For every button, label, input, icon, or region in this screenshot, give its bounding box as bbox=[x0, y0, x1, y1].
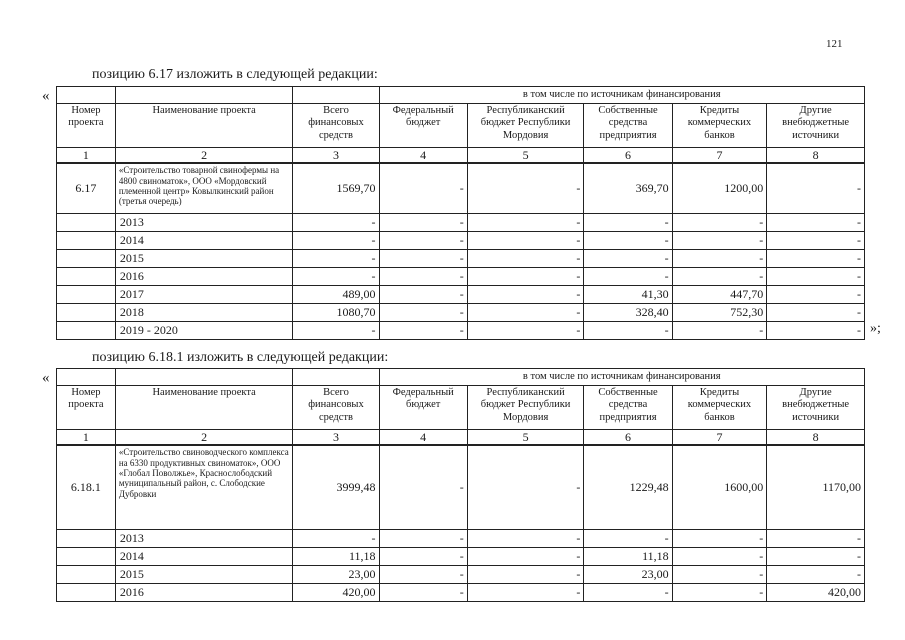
year-value: - bbox=[672, 547, 767, 565]
year-value: - bbox=[672, 529, 767, 547]
year-value: - bbox=[584, 583, 672, 601]
year-value: - bbox=[467, 583, 584, 601]
year-label: 2016 bbox=[115, 583, 293, 601]
column-number: 4 bbox=[379, 430, 467, 446]
project-value: - bbox=[379, 163, 467, 213]
year-value: - bbox=[467, 267, 584, 285]
year-value: - bbox=[767, 249, 865, 267]
year-blank-cell bbox=[57, 565, 116, 583]
year-value: - bbox=[767, 547, 865, 565]
year-row bbox=[57, 529, 865, 547]
year-value: - bbox=[379, 529, 467, 547]
year-value: 41,30 bbox=[584, 285, 672, 303]
year-label: 2016 bbox=[115, 267, 293, 285]
year-blank-cell bbox=[57, 249, 116, 267]
financing-table bbox=[56, 86, 865, 340]
column-number: 5 bbox=[467, 148, 584, 164]
year-label: 2013 bbox=[115, 213, 293, 231]
year-value: - bbox=[672, 249, 767, 267]
project-value: 1569,70 bbox=[293, 163, 379, 213]
year-value: - bbox=[379, 213, 467, 231]
year-value: - bbox=[467, 285, 584, 303]
year-label: 2014 bbox=[115, 231, 293, 249]
year-value: - bbox=[672, 231, 767, 249]
year-value: - bbox=[584, 249, 672, 267]
column-number: 3 bbox=[293, 430, 379, 446]
year-value: 11,18 bbox=[293, 547, 379, 565]
project-name: «Строительство товарной свинофермы на 4800 свиноматок», ООО «Мордовский племенной центр» Ковылкинский район (третья очередь) bbox=[115, 163, 293, 213]
column-header: Другие внебюджетные источники bbox=[767, 104, 865, 148]
project-value: 369,70 bbox=[584, 163, 672, 213]
year-value: - bbox=[293, 231, 379, 249]
column-number-row bbox=[57, 148, 865, 164]
year-label: 2014 bbox=[115, 547, 293, 565]
column-number: 2 bbox=[115, 148, 293, 164]
column-number-row bbox=[57, 430, 865, 446]
year-value: - bbox=[467, 213, 584, 231]
year-value: - bbox=[672, 565, 767, 583]
project-row bbox=[57, 163, 865, 213]
year-value: - bbox=[467, 303, 584, 321]
financing-table bbox=[56, 368, 865, 602]
year-value: - bbox=[767, 231, 865, 249]
section-intro: позицию 6.17 изложить в следующей редакции: bbox=[92, 67, 378, 82]
column-header: Федеральный бюджет bbox=[379, 104, 467, 148]
project-value: 1200,00 bbox=[672, 163, 767, 213]
year-value: 447,70 bbox=[672, 285, 767, 303]
year-row bbox=[57, 285, 865, 303]
column-number: 6 bbox=[584, 430, 672, 446]
column-number: 4 bbox=[379, 148, 467, 164]
project-value: - bbox=[467, 445, 584, 529]
header-blank-cell bbox=[57, 369, 116, 386]
column-number: 3 bbox=[293, 148, 379, 164]
year-value: 489,00 bbox=[293, 285, 379, 303]
column-number: 6 bbox=[584, 148, 672, 164]
year-value: - bbox=[767, 565, 865, 583]
header-blank-cell bbox=[57, 87, 116, 104]
year-value: - bbox=[767, 213, 865, 231]
year-value: - bbox=[767, 285, 865, 303]
year-value: - bbox=[584, 213, 672, 231]
year-label: 2015 bbox=[115, 249, 293, 267]
year-value: - bbox=[584, 529, 672, 547]
column-number: 2 bbox=[115, 430, 293, 446]
year-blank-cell bbox=[57, 213, 116, 231]
column-header: Собственные средства предприятия bbox=[584, 386, 672, 430]
year-blank-cell bbox=[57, 267, 116, 285]
year-label: 2015 bbox=[115, 565, 293, 583]
year-value: - bbox=[767, 303, 865, 321]
column-header-row bbox=[57, 386, 865, 430]
column-number: 8 bbox=[767, 148, 865, 164]
year-blank-cell bbox=[57, 303, 116, 321]
column-number: 7 bbox=[672, 148, 767, 164]
year-row bbox=[57, 231, 865, 249]
year-label: 2013 bbox=[115, 529, 293, 547]
project-value: - bbox=[767, 163, 865, 213]
header-top-row bbox=[57, 369, 865, 386]
column-number: 8 bbox=[767, 430, 865, 446]
year-row bbox=[57, 213, 865, 231]
year-value: 23,00 bbox=[293, 565, 379, 583]
project-number: 6.17 bbox=[57, 163, 116, 213]
year-label: 2017 bbox=[115, 285, 293, 303]
column-header: Кредиты коммерческих банков bbox=[672, 386, 767, 430]
year-row bbox=[57, 267, 865, 285]
column-header: Республиканский бюджет Республики Мордовия bbox=[467, 104, 584, 148]
year-value: 23,00 bbox=[584, 565, 672, 583]
project-value: - bbox=[467, 163, 584, 213]
header-blank-cell bbox=[293, 369, 379, 386]
column-header: Республиканский бюджет Республики Мордовия bbox=[467, 386, 584, 430]
column-number: 5 bbox=[467, 430, 584, 446]
column-number: 7 bbox=[672, 430, 767, 446]
year-value: - bbox=[672, 583, 767, 601]
header-blank-cell bbox=[115, 369, 293, 386]
year-value: - bbox=[672, 213, 767, 231]
project-value: 3999,48 bbox=[293, 445, 379, 529]
column-header: Другие внебюджетные источники bbox=[767, 386, 865, 430]
year-row bbox=[57, 583, 865, 601]
year-value: - bbox=[467, 249, 584, 267]
year-label: 2019 - 2020 bbox=[115, 321, 293, 339]
project-row bbox=[57, 445, 865, 529]
year-value: - bbox=[767, 321, 865, 339]
year-value: - bbox=[767, 267, 865, 285]
sources-group-header: в том числе по источникам финансирования bbox=[379, 369, 864, 386]
year-row bbox=[57, 565, 865, 583]
header-blank-cell bbox=[293, 87, 379, 104]
year-label: 2018 bbox=[115, 303, 293, 321]
year-value: - bbox=[379, 249, 467, 267]
year-value: - bbox=[467, 547, 584, 565]
year-row bbox=[57, 547, 865, 565]
year-value: - bbox=[379, 547, 467, 565]
column-header-row bbox=[57, 104, 865, 148]
year-value: - bbox=[379, 303, 467, 321]
year-value: - bbox=[672, 321, 767, 339]
year-value: - bbox=[379, 321, 467, 339]
year-value: - bbox=[467, 565, 584, 583]
sources-group-header: в том числе по источникам финансирования bbox=[379, 87, 864, 104]
section-intro: позицию 6.18.1 изложить в следующей редакции: bbox=[92, 350, 389, 365]
year-blank-cell bbox=[57, 583, 116, 601]
year-value: 11,18 bbox=[584, 547, 672, 565]
year-value: - bbox=[293, 529, 379, 547]
opening-quote: « bbox=[42, 88, 50, 104]
year-blank-cell bbox=[57, 231, 116, 249]
year-value: - bbox=[584, 267, 672, 285]
opening-quote: « bbox=[42, 370, 50, 386]
year-value: - bbox=[467, 321, 584, 339]
column-number: 1 bbox=[57, 430, 116, 446]
project-value: - bbox=[379, 445, 467, 529]
year-value: 752,30 bbox=[672, 303, 767, 321]
year-value: - bbox=[293, 267, 379, 285]
header-blank-cell bbox=[115, 87, 293, 104]
page-number: 121 bbox=[826, 38, 843, 50]
year-value: - bbox=[379, 583, 467, 601]
year-value: - bbox=[379, 285, 467, 303]
closing-quote: »; bbox=[870, 321, 881, 336]
year-value: - bbox=[584, 231, 672, 249]
year-blank-cell bbox=[57, 321, 116, 339]
year-row bbox=[57, 249, 865, 267]
year-blank-cell bbox=[57, 547, 116, 565]
column-number: 1 bbox=[57, 148, 116, 164]
project-value: 1170,00 bbox=[767, 445, 865, 529]
year-value: 420,00 bbox=[293, 583, 379, 601]
column-header: Кредиты коммерческих банков bbox=[672, 104, 767, 148]
column-header: Номер проекта bbox=[57, 386, 116, 430]
year-blank-cell bbox=[57, 285, 116, 303]
project-value: 1229,48 bbox=[584, 445, 672, 529]
year-value: - bbox=[672, 267, 767, 285]
year-row bbox=[57, 321, 865, 339]
column-header: Федеральный бюджет bbox=[379, 386, 467, 430]
year-value: 420,00 bbox=[767, 583, 865, 601]
year-value: - bbox=[293, 321, 379, 339]
project-value: 1600,00 bbox=[672, 445, 767, 529]
project-number: 6.18.1 bbox=[57, 445, 116, 529]
year-blank-cell bbox=[57, 529, 116, 547]
header-top-row bbox=[57, 87, 865, 104]
year-value: - bbox=[379, 267, 467, 285]
year-row bbox=[57, 303, 865, 321]
column-header: Всего финансовых средств bbox=[293, 386, 379, 430]
column-header: Наименование проекта bbox=[115, 386, 293, 430]
year-value: 328,40 bbox=[584, 303, 672, 321]
column-header: Собственные средства предприятия bbox=[584, 104, 672, 148]
year-value: - bbox=[293, 249, 379, 267]
year-value: - bbox=[293, 213, 379, 231]
year-value: - bbox=[467, 529, 584, 547]
year-value: 1080,70 bbox=[293, 303, 379, 321]
year-value: - bbox=[584, 321, 672, 339]
year-value: - bbox=[379, 231, 467, 249]
year-value: - bbox=[767, 529, 865, 547]
project-name: «Строительство свиноводческого комплекса на 6330 продуктивных свиноматок», ООО «Глобал Поволжье», Краснослободский муниципальный район, с. Слободские Дубровки bbox=[115, 445, 293, 529]
column-header: Наименование проекта bbox=[115, 104, 293, 148]
column-header: Всего финансовых средств bbox=[293, 104, 379, 148]
column-header: Номер проекта bbox=[57, 104, 116, 148]
year-value: - bbox=[467, 231, 584, 249]
year-value: - bbox=[379, 565, 467, 583]
